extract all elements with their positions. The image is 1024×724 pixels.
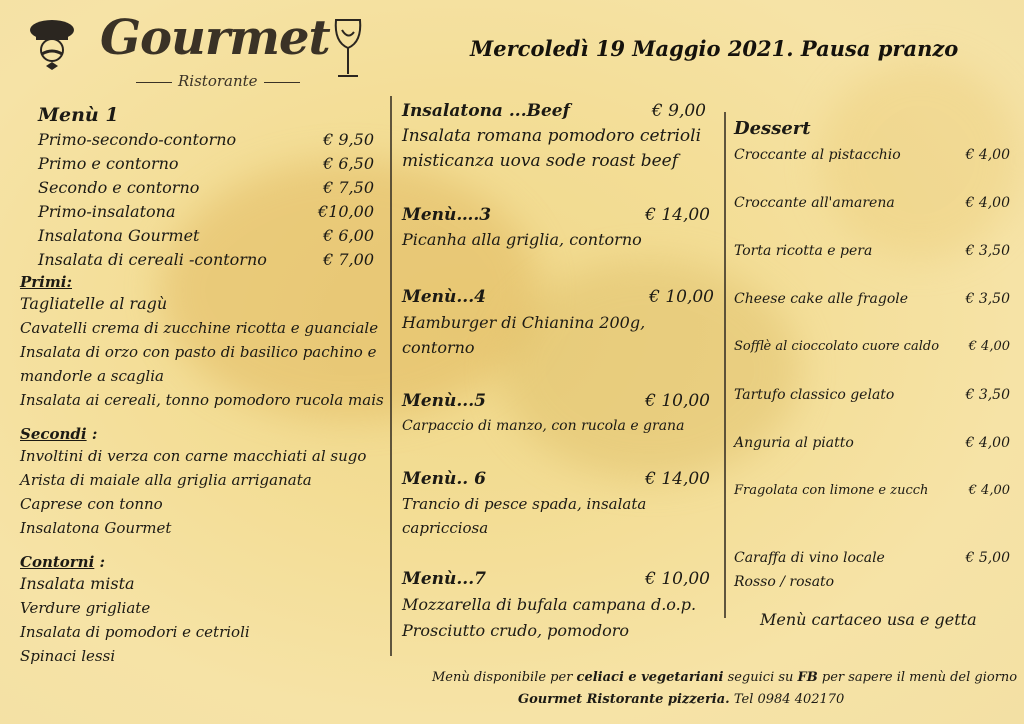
list-item: Tagliatelle al ragù <box>20 294 168 313</box>
list-item: Insalata di pomodori e cetrioli <box>20 623 250 641</box>
list-item: Cavatelli crema di zucchine ricotta e guanciale <box>20 319 379 337</box>
wine-item: Caraffa di vino locale € 5,00 Rosso / rosato <box>734 550 1010 590</box>
list-item: Primo-insalatona €10,00 <box>38 202 374 221</box>
list-item: Primo-secondo-contorno € 9,50 <box>38 130 374 149</box>
column-divider <box>724 112 726 618</box>
menu-block: Menù...7 € 10,00 Mozzarella di bufala campana d.o.p. Prosciutto crudo, pomodoro <box>402 569 710 640</box>
menu-block: Menù...5 € 10,00 Carpaccio di manzo, con rucola e grana <box>402 391 710 434</box>
wine-glass-icon <box>330 16 366 82</box>
list-item: mandorle a scaglia <box>20 367 164 385</box>
list-item: Insalata di cereali -contorno € 7,00 <box>38 250 374 269</box>
dessert-title: Dessert <box>734 118 811 139</box>
menu1-title: Menù 1 <box>38 104 119 126</box>
date-line: Mercoledì 19 Maggio 2021. Pausa pranzo <box>470 36 959 61</box>
menu1-list <box>38 128 374 272</box>
secondi-title: Secondi : <box>20 425 98 443</box>
menu-block: Menù.. 6 € 14,00 Trancio di pesce spada, insalata capricciosa <box>402 469 710 537</box>
list-item: Involtini di verza con carne macchiati al sugo <box>20 447 367 465</box>
list-item: Insalata mista <box>20 574 135 593</box>
list-item: Sofflè al cioccolato cuore caldo € 4,00 <box>734 339 1010 354</box>
list-item: Insalatona Gourmet <box>20 519 172 537</box>
list-item: Caprese con tonno <box>20 495 163 513</box>
menu-block: Menù...4 € 10,00 Hamburger di Chianina 200g, contorno <box>402 287 714 357</box>
dessert-list <box>734 142 1010 526</box>
primi-title: Primi: <box>20 273 72 291</box>
list-item: Arista di maiale alla griglia arriganata <box>20 471 312 489</box>
list-item: Insalata di orzo con pasto di basilico pachino e <box>20 343 377 361</box>
list-item: Insalata ai cereali, tonno pomodoro rucola mais <box>20 391 384 409</box>
list-item: Insalatona Gourmet € 6,00 <box>38 226 374 245</box>
list-item: Croccante al pistacchio € 4,00 <box>734 147 1010 163</box>
list-item: Secondo e contorno € 7,50 <box>38 178 374 197</box>
chef-icon <box>18 14 86 82</box>
list-item: Torta ricotta e pera € 3,50 <box>734 243 1010 259</box>
list-item: Cheese cake alle fragole € 3,50 <box>734 291 1010 307</box>
menu-block: Insalatona ...Beef € 9,00 Insalata romana pomodoro cetrioli misticanza uova sode roast beef <box>402 101 706 171</box>
column-left <box>20 102 382 668</box>
list-item: Tartufo classico gelato € 3,50 <box>734 387 1010 403</box>
contorni-title: Contorni : <box>20 553 106 571</box>
footer-line-1: Menù disponibile per celiaci e vegetariani seguici su FB per sapere il menù del giorno <box>432 670 1018 685</box>
list-item: Croccante all'amarena € 4,00 <box>734 195 1010 211</box>
logo <box>100 10 330 90</box>
list-item: Spinaci lessi <box>20 647 116 665</box>
column-divider <box>390 96 392 656</box>
column-middle <box>402 98 714 644</box>
column-right <box>734 116 1010 632</box>
list-item: Fragolata con limone e zucch € 4,00 <box>734 483 1010 498</box>
footer-line-2: Gourmet Ristorante pizzeria. Tel 0984 402170 <box>518 692 845 707</box>
list-item: Verdure grigliate <box>20 599 151 617</box>
list-item: Primo e contorno € 6,50 <box>38 154 374 173</box>
list-item: Anguria al piatto € 4,00 <box>734 435 1010 451</box>
logo-subtitle: Ristorante <box>130 72 306 90</box>
logo-title: Gourmet <box>100 10 330 66</box>
menu-block: Menù….3 € 14,00 Picanha alla griglia, contorno <box>402 205 710 249</box>
paper-menu-note: Menù cartaceo usa e getta <box>760 610 977 629</box>
